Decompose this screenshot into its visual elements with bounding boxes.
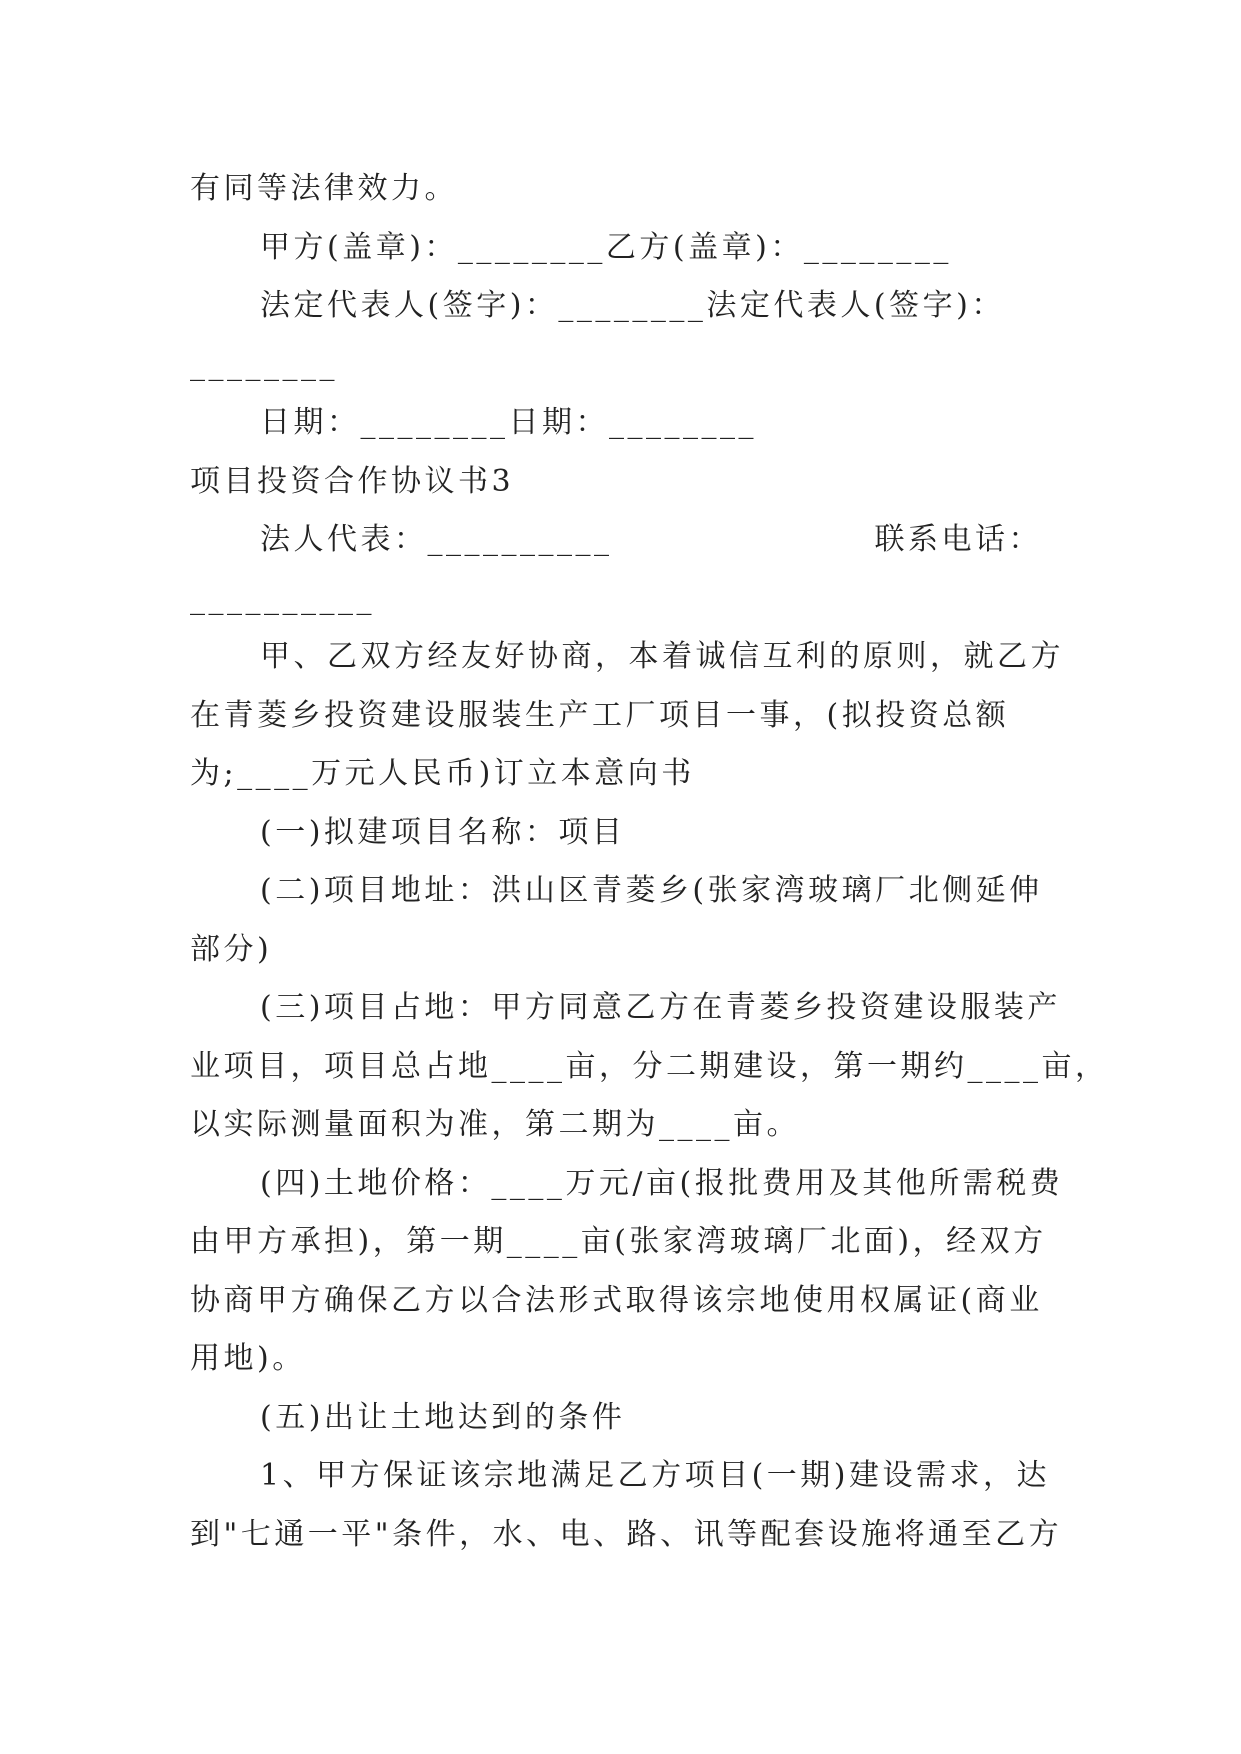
text-line: 1、甲方保证该宗地满足乙方项目(一期)建设需求，达 [260,1458,1050,1493]
legal-rep-label: 法人代表：__________ [260,522,613,557]
text-line: 由甲方承担)，第一期____亩(张家湾玻璃厂北面)，经双方 [190,1224,1047,1259]
text-line: (二)项目地址：洪山区青菱乡(张家湾玻璃厂北侧延伸 [260,873,1043,908]
text-line: (一)拟建项目名称：项目 [260,814,626,850]
document-page [190,160,1109,1564]
section-heading: 项目投资合作协议书3 [190,463,515,499]
text-line: 业项目，项目总占地____亩，分二期建设，第一期约____亩， [190,1048,1109,1084]
text-line: 以实际测量面积为准，第二期为____亩。 [190,1107,800,1142]
text-line: 甲、乙双方经友好协商，本着诚信互利的原则，就乙方 [260,639,1064,674]
text-line: 部分) [190,931,273,967]
text-line: 甲方(盖章)：________乙方(盖章)：________ [260,229,952,265]
contact-line [190,511,1050,570]
text-line: 用地)。 [190,1341,306,1376]
text-line: (三)项目占地：甲方同意乙方在青菱乡投资建设服装产 [260,990,1061,1025]
text-line: __________ [190,580,375,616]
text-line: (四)土地价格：____万元/亩(报批费用及其他所需税费 [260,1165,1064,1201]
text-line: 到"七通一平"条件，水、电、路、讯等配套设施将通至乙方 [190,1516,1063,1552]
text-line: 为;____万元人民币)订立本意向书 [190,756,695,791]
phone-label: 联系电话： [874,522,1042,557]
text-line: 日期：________日期：________ [260,405,757,440]
text-line: 协商甲方确保乙方以合法形式取得该宗地使用权属证(商业 [190,1282,1043,1318]
text-line: 在青菱乡投资建设服装生产工厂项目一事，(拟投资总额 [190,697,1010,733]
text-line: ________ [190,346,338,382]
text-line: 有同等法律效力。 [190,171,458,206]
text-line: 法定代表人(签字)：________法定代表人(签字)： [260,288,1005,323]
text-line: (五)出让土地达到的条件 [260,1399,626,1435]
